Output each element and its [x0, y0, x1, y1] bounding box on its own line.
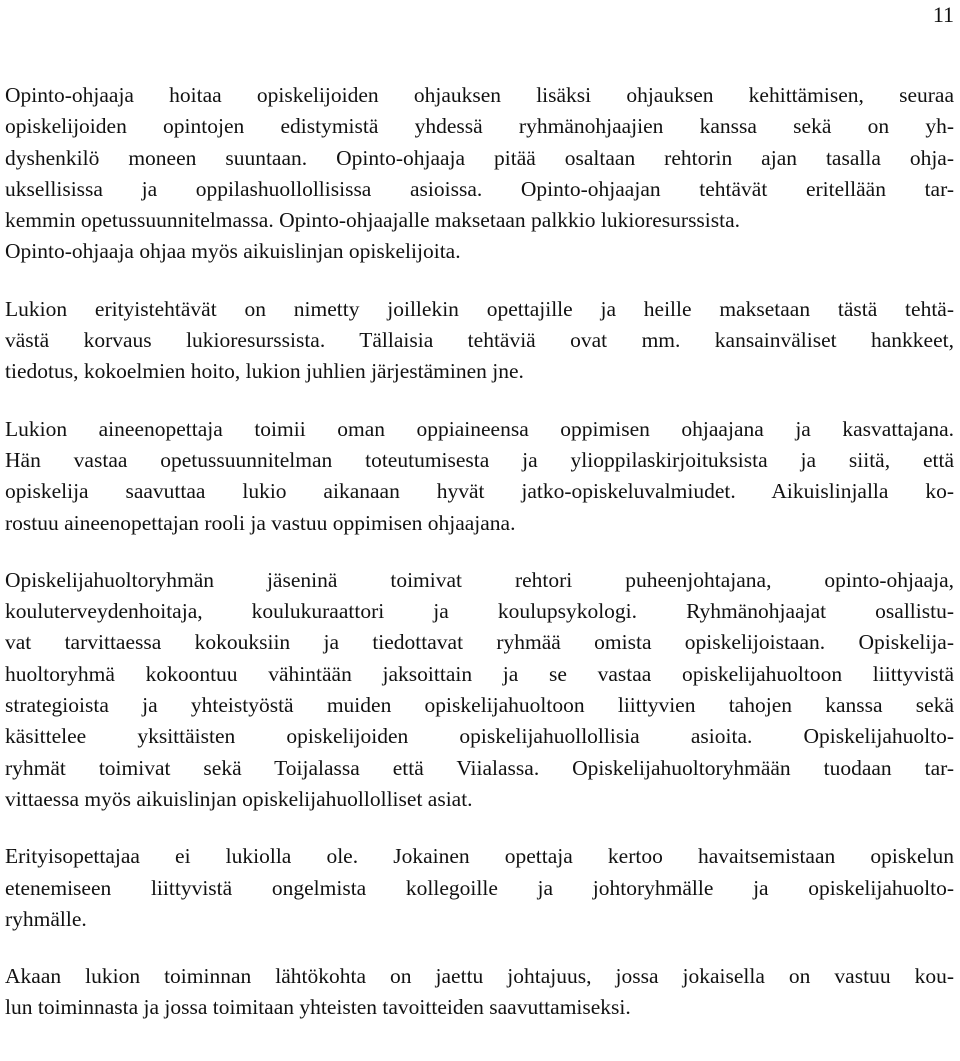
text-line: huoltoryhmä kokoontuu vähintään jaksoittain ja se vastaa opiskelijahuoltoon liittyvistä: [5, 661, 954, 686]
text-line: käsittelee yksittäisten opiskelijoiden opiskelijahuollollisia asioita. Opiskelijahuolto-: [5, 724, 954, 749]
text-line: rostuu aineenopettajan rooli ja vastuu oppimisen ohjaajana.: [5, 510, 516, 535]
page-number: 11: [932, 2, 954, 27]
text-line: kouluterveydenhoitaja, koulukuraattori ja koulupsykologi. Ryhmänohjaajat osallistu-: [5, 599, 954, 624]
text-line: vittaessa myös aikuislinjan opiskelijahuollolliset asiat.: [5, 786, 473, 811]
paragraph: [5, 961, 954, 1024]
text-line: etenemiseen liittyvistä ongelmista kollegoille ja johtoryhmälle ja opiskelijahuolto-: [5, 875, 954, 900]
text-line: uksellisissa ja oppilashuollollisissa asioissa. Opinto-ohjaajan tehtävät eritellään tar-: [5, 176, 954, 201]
text-line: Lukion aineenopettaja toimii oman oppiaineensa oppimisen ohjaajana ja kasvattajana.: [5, 416, 954, 441]
paragraph: [5, 841, 954, 935]
paragraph: [5, 294, 954, 388]
text-line: Opinto-ohjaaja hoitaa opiskelijoiden ohjauksen lisäksi ohjauksen kehittämisen, seuraa: [5, 83, 954, 107]
text-line: Erityisopettajaa ei lukiolla ole. Jokainen opettaja kertoo havaitsemistaan opiskelun: [5, 844, 954, 869]
text-line: opiskelijoiden opintojen edistymistä yhdessä ryhmänohjaajien kanssa sekä on yh-: [5, 114, 954, 139]
text-line: Akaan lukion toiminnan lähtökohta on jaettu johtajuus, jossa jokaisella on vastuu kou-: [5, 964, 954, 989]
text-line: strategioista ja yhteistyöstä muiden opiskelijahuoltoon liittyvien tahojen kanssa sekä: [5, 693, 954, 718]
text-line: Lukion erityistehtävät on nimetty joillekin opettajille ja heille maksetaan tästä tehtä-: [5, 296, 954, 321]
text-line: västä korvaus lukioresurssista. Tällaisia tehtäviä ovat mm. kansainväliset hankkeet,: [5, 328, 954, 353]
text-line: tiedotus, kokoelmien hoito, lukion juhlien järjestäminen jne.: [5, 359, 524, 384]
text-line: vat tarvittaessa kokouksiin ja tiedottavat ryhmää omista opiskelijoistaan. Opiskelija-: [5, 630, 954, 655]
text-line: Opinto-ohjaaja ohjaa myös aikuislinjan opiskelijoita.: [5, 239, 461, 264]
text-line: dyshenkilö moneen suuntaan. Opinto-ohjaaja pitää osaltaan rehtorin ajan tasalla ohja-: [5, 145, 954, 170]
document-body: [5, 80, 954, 1050]
paragraph: [5, 414, 954, 539]
paragraph: [5, 80, 954, 268]
text-line: kemmin opetussuunnitelmassa. Opinto-ohjaajalle maksetaan palkkio lukioresurssista.: [5, 208, 741, 233]
text-line: lun toiminnasta ja jossa toimitaan yhteisten tavoitteiden saavuttamiseksi.: [5, 995, 631, 1020]
text-line: opiskelija saavuttaa lukio aikanaan hyvät jatko-opiskeluvalmiudet. Aikuislinjalla ko-: [5, 479, 954, 504]
text-line: Opiskelijahuoltoryhmän jäseninä toimivat rehtori puheenjohtajana, opinto-ohjaaja,: [5, 567, 954, 592]
text-line: ryhmät toimivat sekä Toijalassa että Viialassa. Opiskelijahuoltoryhmään tuodaan tar-: [5, 755, 954, 780]
text-line: ryhmälle.: [5, 906, 87, 931]
paragraph: [5, 565, 954, 815]
text-line: Hän vastaa opetussuunnitelman toteutumisesta ja ylioppilaskirjoituksista ja siitä, että: [5, 447, 954, 472]
